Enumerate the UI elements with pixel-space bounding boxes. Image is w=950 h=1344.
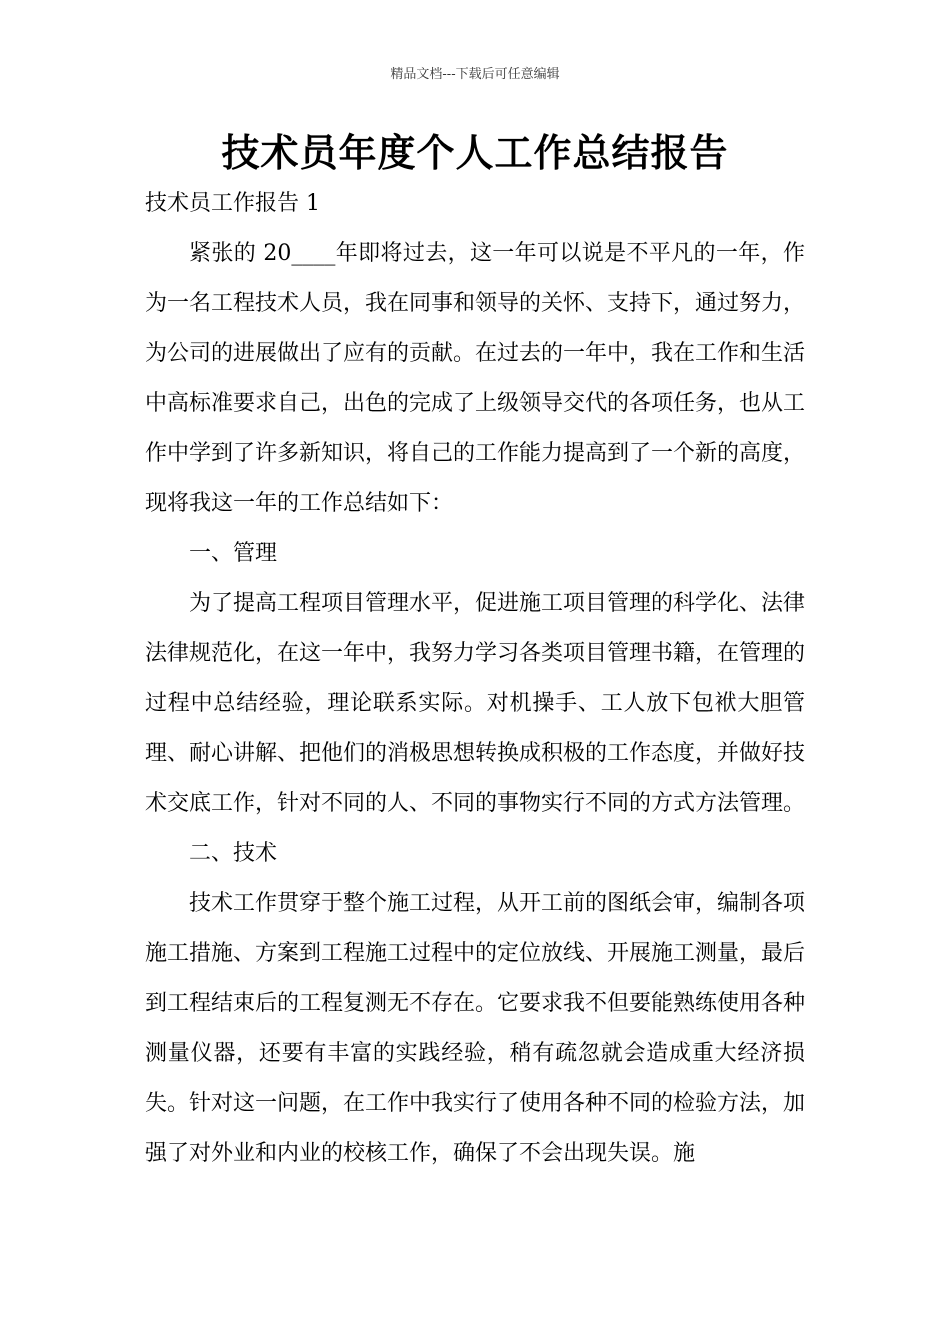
header-note: 精品文档---下载后可任意编辑 xyxy=(390,67,560,82)
section-heading-technology: 二、技术 xyxy=(189,841,278,866)
document-body xyxy=(145,179,805,1179)
page-title: 技术员年度个人工作总结报告 xyxy=(221,131,729,175)
section-heading-management: 一、管理 xyxy=(189,541,278,566)
paragraph-management: 为了提高工程项目管理水平，促进施工项目管理的科学化、法律法律规范化，在这一年中，我努力学习各类项目管理书籍，在管理的过程中总结经验，理论联系实际。对机操手、工人放下包袱大胆管理、耐心讲解、把他们的消极思想转换成积极的工作态度，并做好技术交底工作，针对不同的人、不同的事物实行不同的方式方法管理。 xyxy=(145,591,806,816)
report-subtitle: 技术员工作报告 1 xyxy=(145,191,320,216)
paragraph-technology: 技术工作贯穿于整个施工过程，从开工前的图纸会审，编制各项施工措施、方案到工程施工过程中的定位放线、开展施工测量，最后到工程结束后的工程复测无不存在。它要求我不但要能熟练使用各种测量仪器，还要有丰富的实践经验，稍有疏忽就会造成重大经济损失。针对这一问题，在工作中我实行了使用各种不同的检验方法，加强了对外业和内业的校核工作，确保了不会出现失误。施 xyxy=(145,891,806,1166)
paragraph-intro: 紧张的 20____年即将过去，这一年可以说是不平凡的一年，作为一名工程技术人员，我在同事和领导的关怀、支持下，通过努力，为公司的进展做出了应有的贡献。在过去的一年中，我在工作和生活中高标准要求自己，出色的完成了上级领导交代的各项任务，也从工作中学到了许多新知识，将自己的工作能力提高到了一个新的高度，现将我这一年的工作总结如下： xyxy=(145,241,806,516)
